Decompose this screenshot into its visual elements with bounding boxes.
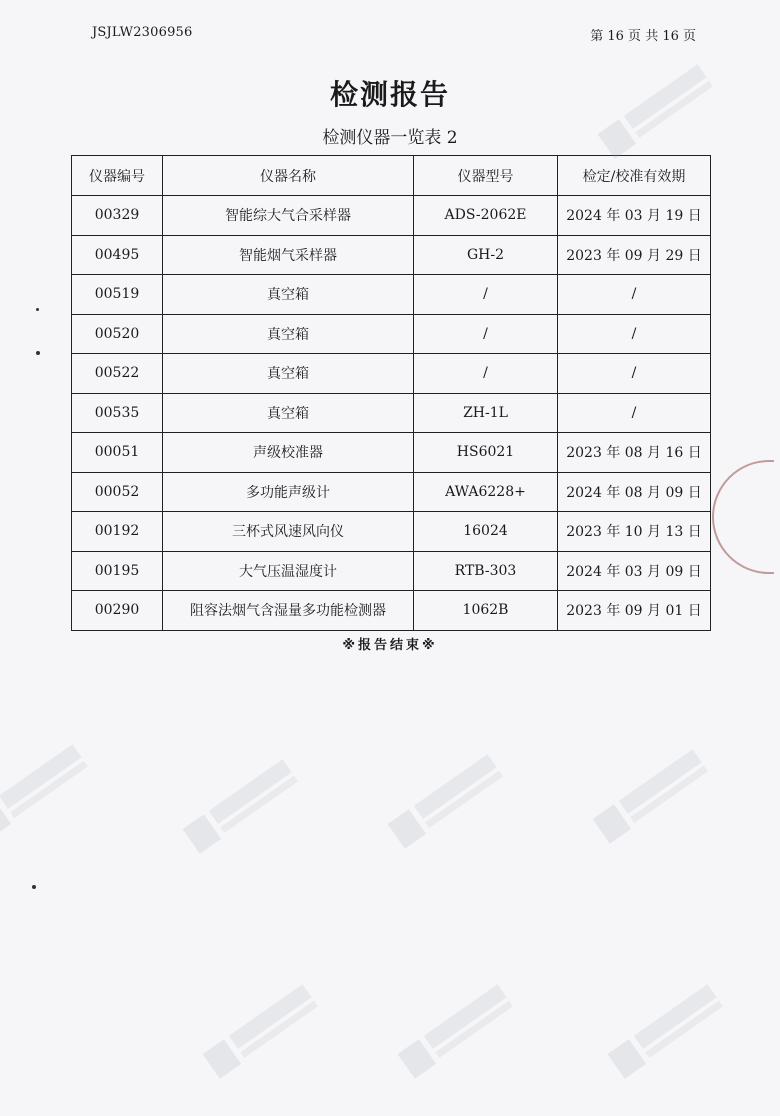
- table-caption: 检测仪器一览表 2: [322, 128, 458, 148]
- cell-instrument-name: 智能烟气采样器: [163, 235, 414, 275]
- scan-speck: [36, 308, 39, 311]
- instrument-table: [71, 155, 711, 631]
- cell-instrument-id: 00520: [72, 314, 163, 354]
- watermark-logo: [605, 976, 734, 1083]
- table-row: [72, 591, 711, 631]
- cell-instrument-name: 阻容法烟气含湿量多功能检测器: [163, 591, 414, 631]
- cell-validity-date: 2023 年 09 月 29 日: [558, 235, 711, 275]
- cell-validity-date: /: [558, 393, 711, 433]
- cell-instrument-id: 00052: [72, 472, 163, 512]
- cell-instrument-name: 真空箱: [163, 275, 414, 315]
- header-instrument-name: 仪器名称: [163, 156, 414, 196]
- cell-instrument-name: 智能综大气合采样器: [163, 196, 414, 236]
- watermark-logo: [200, 976, 329, 1083]
- cell-instrument-id: 00329: [72, 196, 163, 236]
- cell-instrument-id: 00051: [72, 433, 163, 473]
- cell-instrument-model: ADS-2062E: [414, 196, 558, 236]
- report-end-mark: ※报告结束※: [342, 638, 438, 653]
- cell-instrument-model: RTB-303: [414, 551, 558, 591]
- table-row: [72, 393, 711, 433]
- table-row: [72, 472, 711, 512]
- cell-instrument-id: 00192: [72, 512, 163, 552]
- cell-instrument-model: 1062B: [414, 591, 558, 631]
- report-number: JSJLW2306956: [92, 25, 193, 40]
- cell-instrument-model: /: [414, 275, 558, 315]
- cell-validity-date: 2023 年 08 月 16 日: [558, 433, 711, 473]
- cell-instrument-model: AWA6228+: [414, 472, 558, 512]
- cell-instrument-id: 00519: [72, 275, 163, 315]
- table-row: [72, 196, 711, 236]
- table-row: [72, 275, 711, 315]
- header-instrument-model: 仪器型号: [414, 156, 558, 196]
- table-row: [72, 235, 711, 275]
- scan-speck: [36, 351, 40, 355]
- cell-instrument-model: /: [414, 354, 558, 394]
- watermark-logo: [590, 741, 719, 848]
- cell-instrument-model: ZH-1L: [414, 393, 558, 433]
- cell-validity-date: 2024 年 08 月 09 日: [558, 472, 711, 512]
- cell-instrument-name: 真空箱: [163, 354, 414, 394]
- header-validity-date: 检定/校准有效期: [558, 156, 711, 196]
- cell-instrument-name: 真空箱: [163, 314, 414, 354]
- cell-instrument-model: 16024: [414, 512, 558, 552]
- cell-validity-date: /: [558, 354, 711, 394]
- watermark-logo: [180, 751, 309, 858]
- cell-instrument-name: 多功能声级计: [163, 472, 414, 512]
- header-instrument-id: 仪器编号: [72, 156, 163, 196]
- cell-validity-date: /: [558, 314, 711, 354]
- table-row: [72, 354, 711, 394]
- scan-speck: [32, 885, 36, 889]
- cell-instrument-id: 00495: [72, 235, 163, 275]
- cell-instrument-id: 00290: [72, 591, 163, 631]
- cell-instrument-id: 00535: [72, 393, 163, 433]
- cell-instrument-id: 00195: [72, 551, 163, 591]
- cell-instrument-name: 声级校准器: [163, 433, 414, 473]
- page-indicator: 第 16 页 共 16 页: [590, 29, 696, 44]
- cell-validity-date: 2024 年 03 月 09 日: [558, 551, 711, 591]
- watermark-logo: [395, 976, 524, 1083]
- cell-instrument-name: 真空箱: [163, 393, 414, 433]
- table-row: [72, 433, 711, 473]
- cell-instrument-name: 三杯式风速风向仪: [163, 512, 414, 552]
- cell-instrument-model: HS6021: [414, 433, 558, 473]
- table-row: [72, 512, 711, 552]
- cell-validity-date: 2023 年 10 月 13 日: [558, 512, 711, 552]
- cell-instrument-model: /: [414, 314, 558, 354]
- table-header-row: [72, 156, 711, 196]
- watermark-logo: [0, 736, 100, 843]
- cell-validity-date: 2024 年 03 月 19 日: [558, 196, 711, 236]
- page-title: 检测报告: [329, 78, 450, 111]
- seal-stamp-edge: [712, 460, 774, 574]
- cell-validity-date: 2023 年 09 月 01 日: [558, 591, 711, 631]
- cell-instrument-name: 大气压温湿度计: [163, 551, 414, 591]
- watermark-logo: [385, 746, 514, 853]
- table-row: [72, 551, 711, 591]
- cell-validity-date: /: [558, 275, 711, 315]
- table-row: [72, 314, 711, 354]
- cell-instrument-id: 00522: [72, 354, 163, 394]
- cell-instrument-model: GH-2: [414, 235, 558, 275]
